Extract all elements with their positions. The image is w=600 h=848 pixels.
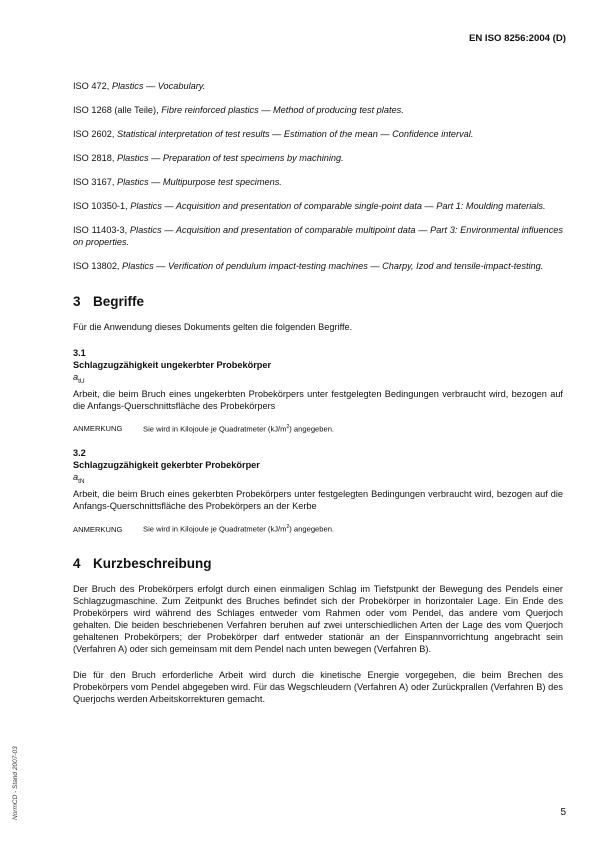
term-name: Schlagzugzähigkeit ungekerbter Probekörper [73, 360, 272, 370]
reference-item [73, 260, 563, 272]
body-paragraph: Die für den Bruch erforderliche Arbeit wird durch die kinetische Energie vorgegeben, die beim Brechen des Probekörpers vom Pendel abgegeben wird. Für das Wegschleudern (Verfahren A) oder Zurückprallen (Verfahren B) des Querjochs werden Arbeitskorrekturen gemacht. [73, 669, 563, 704]
reference-list [73, 80, 563, 272]
reference-title: Plastics — Multipurpose test specimens. [116, 177, 282, 187]
note-text: Sie wird in Kilojoule je Quadratmeter (kJ/m [143, 424, 287, 434]
reference-number: ISO 3167, [73, 177, 115, 187]
note-label: ANMERKUNG [73, 524, 123, 534]
reference-title: Plastics — Preparation of test specimens by machining. [116, 153, 344, 163]
reference-title: Plastics — Verification of pendulum impact-testing machines — Charpy, Izod and tensile-impact-testing. [122, 261, 544, 271]
term-symbol [73, 471, 563, 488]
term-note [73, 524, 563, 534]
note-label: ANMERKUNG [73, 424, 123, 434]
reference-item [73, 200, 563, 212]
reference-item [73, 128, 563, 140]
term-name: Schlagzugzähigkeit gekerbter Probekörper [73, 460, 260, 471]
term-definition: Arbeit, die beim Bruch eines gekerbten Probekörpers unter festgelegten Bedingungen verbraucht wird, bezogen auf die Anfangs-Querschnittsfläche des Probekörpers an der Kerbe [73, 489, 563, 512]
term-symbol [73, 371, 563, 388]
symbol-subscript: tN [78, 478, 85, 486]
page-content [73, 80, 563, 719]
reference-number: ISO 11403-3, [73, 225, 128, 235]
document-code: EN ISO 8256:2004 (D) [468, 33, 566, 44]
page-number: 5 [560, 807, 566, 818]
symbol-subscript: tU [78, 377, 85, 385]
reference-title: Fibre reinforced plastics — Method of producing test plates. [161, 105, 404, 115]
section-number: 4 [73, 555, 81, 571]
note-text-end: ) angegeben. [289, 524, 335, 534]
section-heading [73, 556, 563, 571]
reference-item [73, 104, 563, 116]
reference-item [73, 224, 563, 248]
reference-number: ISO 13802, [73, 261, 120, 271]
symbol-main: a [73, 372, 79, 382]
body-paragraph: Der Bruch des Probekörpers erfolgt durch einen einmaligen Schlag im Tiefstpunkt der Bewegung des Pendels einer Schlagzugmaschine. Zum Zeitpunkt des Bruches befindet sich der Probekörper in horizontaler Lage. Ein Ende des Probekörpers wird während des Schlages entweder vom Rahmen oder vom Pendel, das andere vom Querjoch gehalten. Die beiden beschriebenen Verfahren beruhen auf zwei unterschiedlichen Arten der Lage des vom Querjoch gehaltenen Probekörpers; der Probekörper darf entweder stationär an der Einspannvorrichtung angebracht sein (Verfahren A) oder sich gemeinsam mit dem Pendel nach unten bewegen (Verfahren B). [73, 583, 563, 654]
reference-title: Plastics — Acquisition and presentation of comparable single-point data — Part 1: Moulding materials. [130, 201, 546, 211]
term-entry [73, 347, 563, 433]
note-superscript: 2 [286, 423, 290, 430]
term-note [73, 424, 563, 434]
term-number: 3.2 [73, 448, 86, 459]
note-text-end: ) angegeben. [289, 424, 335, 434]
reference-number: ISO 2818, [73, 153, 115, 163]
reference-number: ISO 10350-1, [73, 201, 128, 211]
symbol-main: a [73, 472, 79, 483]
note-superscript: 2 [286, 524, 290, 531]
reference-item [73, 176, 563, 188]
reference-number: ISO 472, [73, 81, 110, 91]
term-entry [73, 447, 563, 533]
reference-number: ISO 2602, [73, 129, 115, 139]
reference-item [73, 152, 563, 164]
reference-title: Statistical interpretation of test results — Estimation of the mean — Confidence interval. [116, 129, 474, 139]
side-watermark: NormCD - Stand 2007-03 [12, 746, 19, 820]
section-intro: Für die Anwendung dieses Dokuments gelten die folgenden Begriffe. [73, 322, 353, 332]
term-number: 3.1 [73, 348, 86, 358]
reference-title: Plastics — Vocabulary. [111, 81, 206, 91]
note-text: Sie wird in Kilojoule je Quadratmeter (kJ/m [143, 524, 287, 534]
section-title: Begriffe [93, 294, 145, 309]
reference-title: Plastics — Acquisition and presentation of comparable multipoint data — Part 3: Environmental influences on properties. [73, 225, 563, 247]
section-title: Kurzbeschreibung [93, 555, 212, 571]
term-definition: Arbeit, die beim Bruch eines ungekerbten Probekörpers unter festgelegten Bedingungen verbraucht wird, bezogen auf die Anfangs-Querschnittsfläche des Probekörpers [73, 388, 563, 411]
reference-item [73, 80, 563, 92]
reference-number: ISO 1268 (alle Teile), [73, 105, 159, 115]
section-number: 3 [73, 294, 81, 309]
section-heading [73, 294, 563, 309]
